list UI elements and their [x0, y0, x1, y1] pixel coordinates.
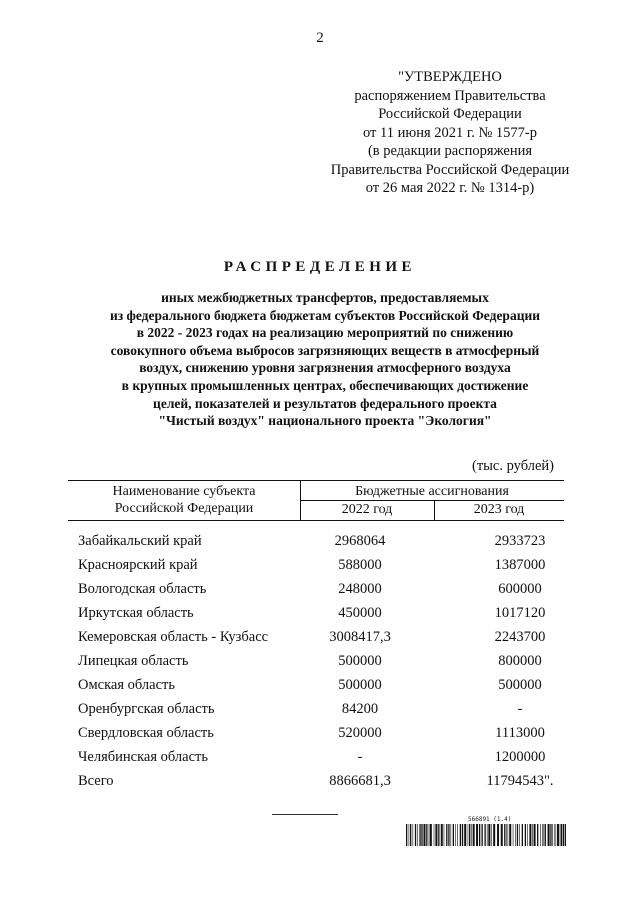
barcode-icon — [406, 824, 566, 846]
total-2023: 11794543". — [486, 773, 554, 789]
barcode-code: 566891 (1.4) — [468, 816, 512, 823]
table-row — [0, 677, 640, 701]
approval-block — [300, 68, 600, 198]
region-name: Иркутская область — [78, 605, 194, 621]
table-row — [0, 725, 640, 749]
page-number: 2 — [316, 30, 324, 46]
region-name: Омская область — [78, 677, 175, 693]
header-bottom-rule — [68, 520, 564, 521]
table-row — [0, 701, 640, 725]
approval-line: Правительства Российской Федерации — [330, 161, 570, 178]
header-name-line1: Наименование субъекта — [112, 484, 256, 499]
value-2022: 520000 — [338, 725, 382, 741]
value-2022: 450000 — [338, 605, 382, 621]
value-2022: 84200 — [341, 701, 379, 717]
table-row — [0, 533, 640, 557]
table-row — [0, 581, 640, 605]
subtitle-line: в крупных промышленных центрах, обеспечивающих достижение — [121, 377, 529, 393]
total-2022: 8866681,3 — [329, 773, 391, 789]
region-name: Свердловская область — [78, 725, 214, 741]
value-2023: 600000 — [498, 581, 542, 597]
table-header — [68, 480, 564, 520]
region-name: Челябинская область — [78, 749, 208, 765]
table-row — [0, 605, 640, 629]
subtitle-line: иных межбюджетных трансфертов, предоставляемых — [161, 290, 489, 305]
header-group: Бюджетные ассигнования — [355, 484, 509, 499]
subtitle-line: совокупного объема выбросов загрязняющих веществ в атмосферный — [110, 342, 540, 358]
region-name: Забайкальский край — [78, 533, 202, 549]
value-2022: 3008417,3 — [329, 629, 391, 645]
approval-line: Российской Федерации — [378, 106, 522, 122]
table-row — [0, 629, 640, 653]
region-name: Оренбургская область — [78, 701, 215, 717]
subtitle-line: в 2022 - 2023 годах на реализацию мероприятий по снижению — [136, 325, 514, 341]
table-row — [0, 557, 640, 581]
header-name-line2: Российской Федерации — [114, 501, 254, 516]
document-subtitle — [40, 289, 610, 430]
value-2023: 2933723 — [494, 533, 546, 549]
value-2023: 1017120 — [494, 605, 546, 621]
value-2023: - — [517, 701, 523, 717]
value-2022: 2968064 — [334, 533, 386, 549]
region-name: Кемеровская область - Кузбасс — [78, 629, 269, 645]
subtitle-line: воздух, снижению уровня загрязнения атмосферного воздуха — [139, 360, 511, 376]
subtitle-line: "Чистый воздух" национального проекта "Экология" — [158, 413, 492, 429]
region-name: Вологодская область — [78, 581, 207, 597]
table-top-rule — [68, 480, 564, 481]
header-year-2023: 2023 год — [473, 502, 525, 517]
table-row — [0, 653, 640, 677]
value-2022: 500000 — [338, 677, 382, 693]
units-label: (тыс. рублей) — [472, 458, 554, 474]
value-2022: 248000 — [338, 581, 382, 597]
approval-line: от 11 июня 2021 г. № 1577-р — [363, 124, 537, 141]
table-row — [0, 749, 640, 773]
approval-line: "УТВЕРЖДЕНО — [398, 69, 502, 85]
header-year-2022: 2022 год — [341, 502, 393, 517]
closing-rule — [272, 814, 338, 815]
value-2022: 588000 — [338, 557, 382, 573]
document-title: РАСПРЕДЕЛЕНИЕ — [223, 259, 417, 275]
approval-line: распоряжением Правительства — [354, 87, 546, 104]
subtitle-line: целей, показателей и результатов федерального проекта — [153, 395, 497, 411]
table-row-total — [0, 773, 640, 797]
value-2023: 500000 — [498, 677, 542, 693]
subtitle-line: из федерального бюджета бюджетам субъектов Российской Федерации — [109, 307, 541, 323]
value-2023: 1200000 — [494, 749, 546, 765]
value-2023: 2243700 — [494, 629, 546, 645]
region-name: Красноярский край — [78, 557, 198, 573]
approval-line: от 26 мая 2022 г. № 1314-р) — [365, 180, 535, 196]
total-label: Всего — [78, 773, 114, 789]
value-2022: 500000 — [338, 653, 382, 669]
value-2023: 1387000 — [494, 557, 546, 573]
region-name: Липецкая область — [78, 653, 189, 669]
value-2023: 1113000 — [495, 725, 545, 741]
approval-line: (в редакции распоряжения — [367, 143, 533, 159]
table-body — [0, 533, 640, 797]
value-2023: 800000 — [498, 653, 542, 669]
value-2022: - — [357, 749, 363, 765]
